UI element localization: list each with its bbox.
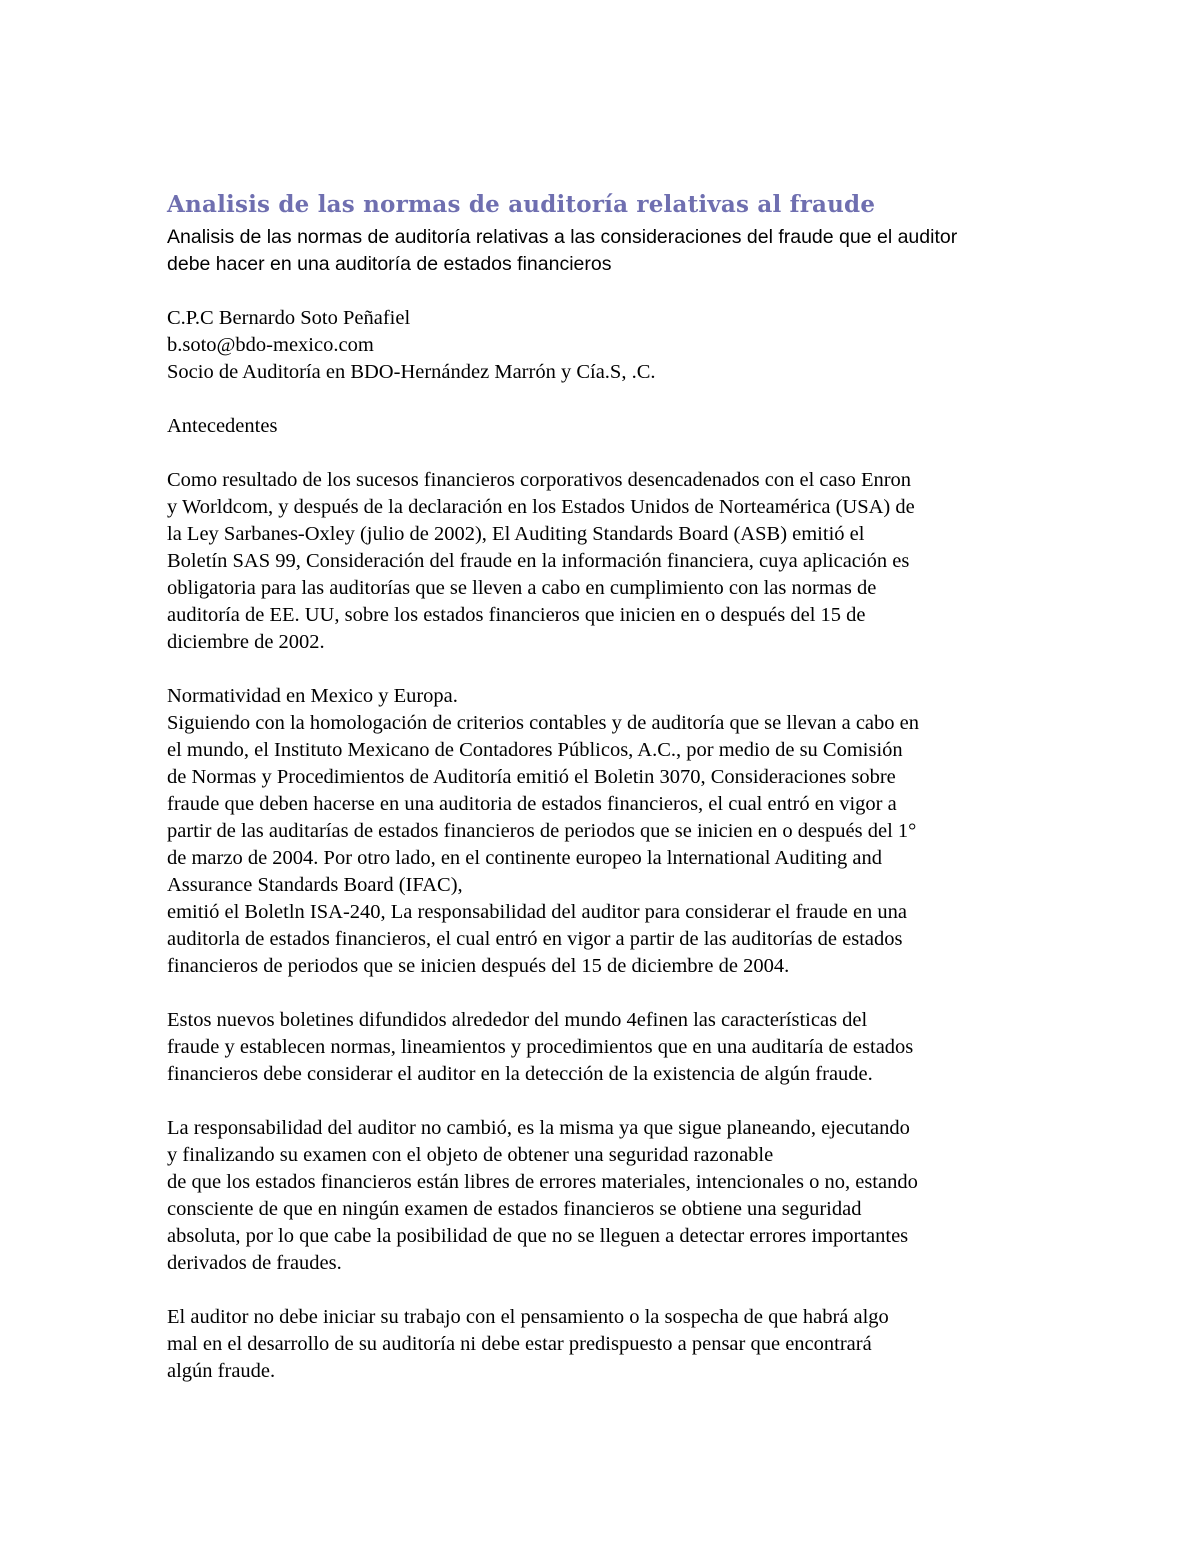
subtitle-line: debe hacer en una auditoría de estados financieros	[167, 253, 612, 275]
paragraph-line: y Worldcom, y después de la declaración en los Estados Unidos de Norteamérica (USA) de	[167, 496, 915, 518]
paragraph-line: Estos nuevos boletines difundidos alrededor del mundo 4efinen las características del	[167, 1009, 868, 1031]
author-role: Socio de Auditoría en BDO-Hernández Marrón y Cía.S, .C.	[167, 361, 656, 383]
paragraph-pensamiento	[167, 1304, 1047, 1385]
paragraph-line: partir de las auditarías de estados financieros de periodos que se inicien en o después del 1°	[167, 820, 917, 842]
document-page	[167, 190, 1047, 1385]
paragraph-boletines	[167, 1007, 1047, 1088]
paragraph-line: Como resultado de los sucesos financieros corporativos desencadenados con el caso Enron	[167, 469, 912, 491]
paragraph-line: El auditor no debe iniciar su trabajo con el pensamiento o la sospecha de que habrá algo	[167, 1306, 889, 1328]
paragraph-line: Normatividad en Mexico y Europa.	[167, 685, 458, 707]
paragraph-line: Boletín SAS 99, Consideración del fraude en la información financiera, cuya aplicación es	[167, 550, 910, 572]
document-subtitle	[167, 224, 1047, 278]
paragraph-line: emitió el Boletln ISA-240, La responsabilidad del auditor para considerar el fraude en una	[167, 901, 908, 923]
paragraph-line: financieros debe considerar el auditor en la detección de la existencia de algún fraude.	[167, 1063, 873, 1085]
author-block	[167, 305, 1047, 386]
paragraph-line: de que los estados financieros están libres de errores materiales, intencionales o no, estando	[167, 1171, 918, 1193]
section-heading-text: Antecedentes	[167, 415, 278, 437]
paragraph-line: de marzo de 2004. Por otro lado, en el continente europeo la lnternational Auditing and	[167, 847, 883, 869]
paragraph-line: mal en el desarrollo de su auditoría ni debe estar predispuesto a pensar que encontrará	[167, 1333, 872, 1355]
paragraph-responsabilidad	[167, 1115, 1047, 1277]
paragraph-normatividad	[167, 683, 1047, 980]
paragraph-line: algún fraude.	[167, 1360, 276, 1382]
paragraph-line: consciente de que en ningún examen de estados financieros se obtiene una seguridad	[167, 1198, 862, 1220]
paragraph-line: Assurance Standards Board (IFAC),	[167, 874, 463, 896]
author-email: b.soto@bdo-mexico.com	[167, 334, 374, 356]
paragraph-line: derivados de fraudes.	[167, 1252, 342, 1274]
author-name: C.P.C Bernardo Soto Peñafiel	[167, 307, 411, 329]
paragraph-line: obligatoria para las auditorías que se lleven a cabo en cumplimiento con las normas de	[167, 577, 877, 599]
paragraph-line: fraude y establecen normas, lineamientos y procedimientos que en una auditaría de estados	[167, 1036, 914, 1058]
paragraph-background	[167, 467, 1047, 656]
paragraph-line: financieros de periodos que se inicien después del 15 de diciembre de 2004.	[167, 955, 790, 977]
paragraph-line: y finalizando su examen con el objeto de obtener una seguridad razonable	[167, 1144, 774, 1166]
paragraph-line: fraude que deben hacerse en una auditoria de estados financieros, el cual entró en vigor a	[167, 793, 897, 815]
paragraph-line: la Ley Sarbanes-Oxley (julio de 2002), El Auditing Standards Board (ASB) emitió el	[167, 523, 865, 545]
paragraph-line: de Normas y Procedimientos de Auditoría emitió el Boletin 3070, Consideraciones sobre	[167, 766, 896, 788]
paragraph-line: auditorla de estados financieros, el cual entró en vigor a partir de las auditorías de estados	[167, 928, 903, 950]
document-title: Analisis de las normas de auditoría relativas al fraude	[167, 191, 876, 218]
section-heading	[167, 413, 1047, 440]
paragraph-line: diciembre de 2002.	[167, 631, 325, 653]
paragraph-line: el mundo, el Instituto Mexicano de Contadores Públicos, A.C., por medio de su Comisión	[167, 739, 903, 761]
paragraph-line: La responsabilidad del auditor no cambió, es la misma ya que sigue planeando, ejecutando	[167, 1117, 910, 1139]
paragraph-line: absoluta, por lo que cabe la posibilidad de que no se lleguen a detectar errores importantes	[167, 1225, 909, 1247]
paragraph-line: Siguiendo con la homologación de criterios contables y de auditoría que se llevan a cabo en	[167, 712, 919, 734]
subtitle-line: Analisis de las normas de auditoría relativas a las consideraciones del fraude que el auditor	[167, 226, 958, 248]
paragraph-line: auditoría de EE. UU, sobre los estados financieros que inicien en o después del 15 de	[167, 604, 866, 626]
